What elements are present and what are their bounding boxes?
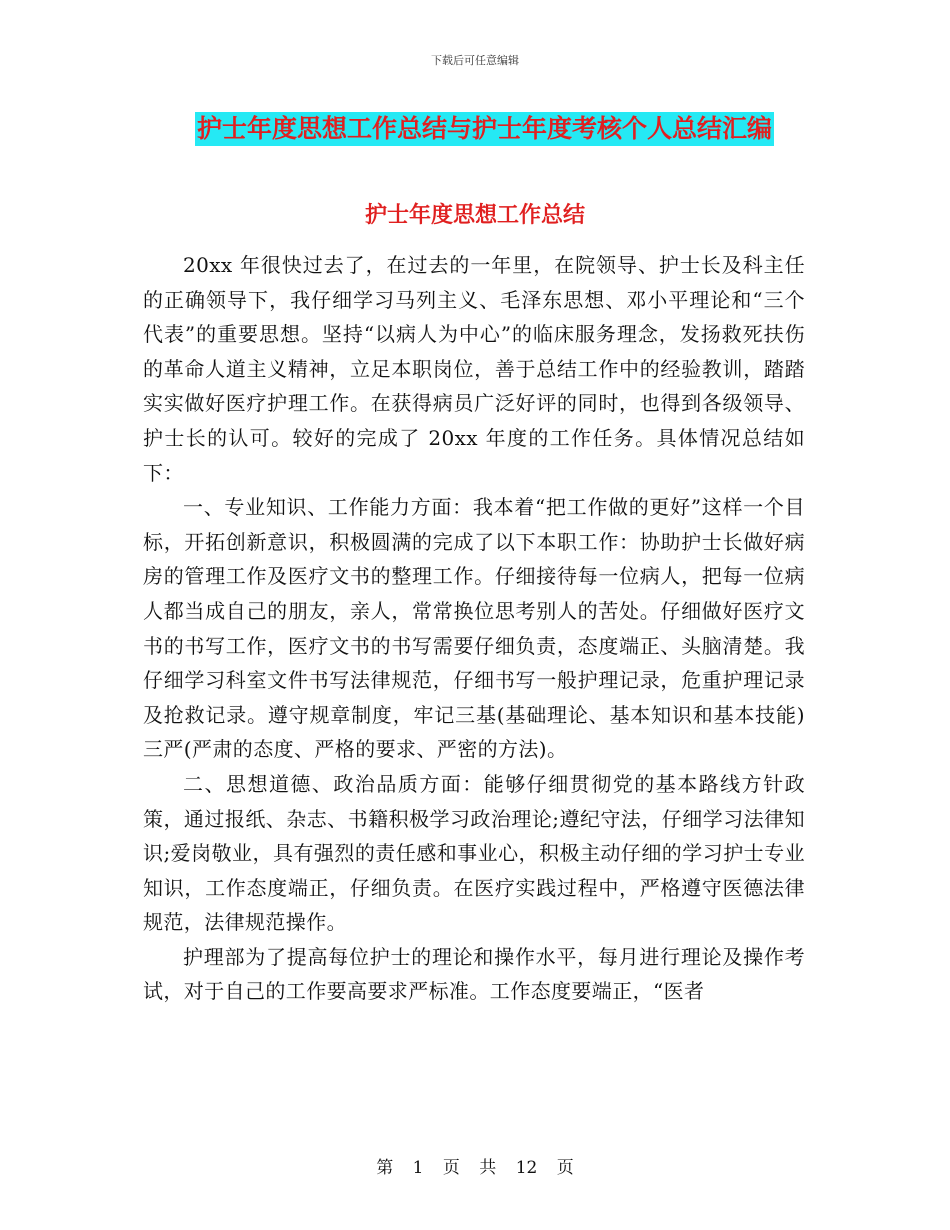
section-title: 护士年度思想工作总结: [364, 203, 585, 228]
footer-label-unit: 页: [442, 1158, 460, 1178]
paragraph-intro: 20xx 年很快过去了，在过去的一年里，在院领导、护士长及科主任的正确领导下，我仔细学习马列主义、毛泽东思想、邓小平理论和“三个代表”的重要思想。坚持“以病人为中心”的临床服务理念，发扬救死扶伤的革命人道主义精神，立足本职岗位，善于总结工作中的经验教训，踏踏实实做好医疗护理工作。在获得病员广泛好评的同时，也得到各级领导、护士长的认可。较好的完成了 20xx 年度的工作任务。具体情况总结如下：: [143, 253, 805, 485]
paragraph-political-quality: 二、思想道德、政治品质方面：能够仔细贯彻党的基本路线方针政策，通过报纸、杂志、书籍积极学习政治理论;遵纪守法，仔细学习法律知识;爱岗敬业，具有强烈的责任感和事业心，积极主动仔细的学习护士专业知识，工作态度端正，仔细负责。在医疗实践过程中，严格遵守医德法律规范，法律规范操作。: [143, 771, 805, 935]
main-title-container: [195, 112, 805, 146]
paragraph-nursing-training: 护理部为了提高每位护士的理论和操作水平，每月进行理论及操作考试，对于自己的工作要高要求严标准。工作态度要端正，“医者: [143, 944, 805, 1004]
footer-label-page: 第: [376, 1158, 394, 1178]
footer-current-page: 1: [412, 1158, 424, 1178]
document-main-title: 护士年度思想工作总结与护士年度考核个人总结汇编: [195, 112, 774, 146]
paragraph-professional-skills: 一、专业知识、工作能力方面：我本着“把工作做的更好”这样一个目标，开拓创新意识，积极圆满的完成了以下本职工作：协助护士长做好病房的管理工作及医疗文书的整理工作。仔细接待每一位病人，把每一位病人都当成自己的朋友，亲人，常常换位思考别人的苦处。仔细做好医疗文书的书写工作，医疗文书的书写需要仔细负责，态度端正、头脑清楚。我仔细学习科室文件书写法律规范，仔细书写一般护理记录，危重护理记录及抢救记录。遵守规章制度，牢记三基(基础理论、基本知识和基本技能)三严(严肃的态度、严格的要求、严密的方法)。: [143, 495, 805, 762]
document-body: [143, 248, 805, 1009]
footer-label-total: 共: [479, 1158, 497, 1178]
page-footer: [0, 1153, 950, 1178]
footer-label-unit2: 页: [556, 1158, 574, 1178]
page-header-note: 下载后可任意编辑: [431, 54, 519, 67]
footer-total-pages: 12: [515, 1158, 538, 1178]
